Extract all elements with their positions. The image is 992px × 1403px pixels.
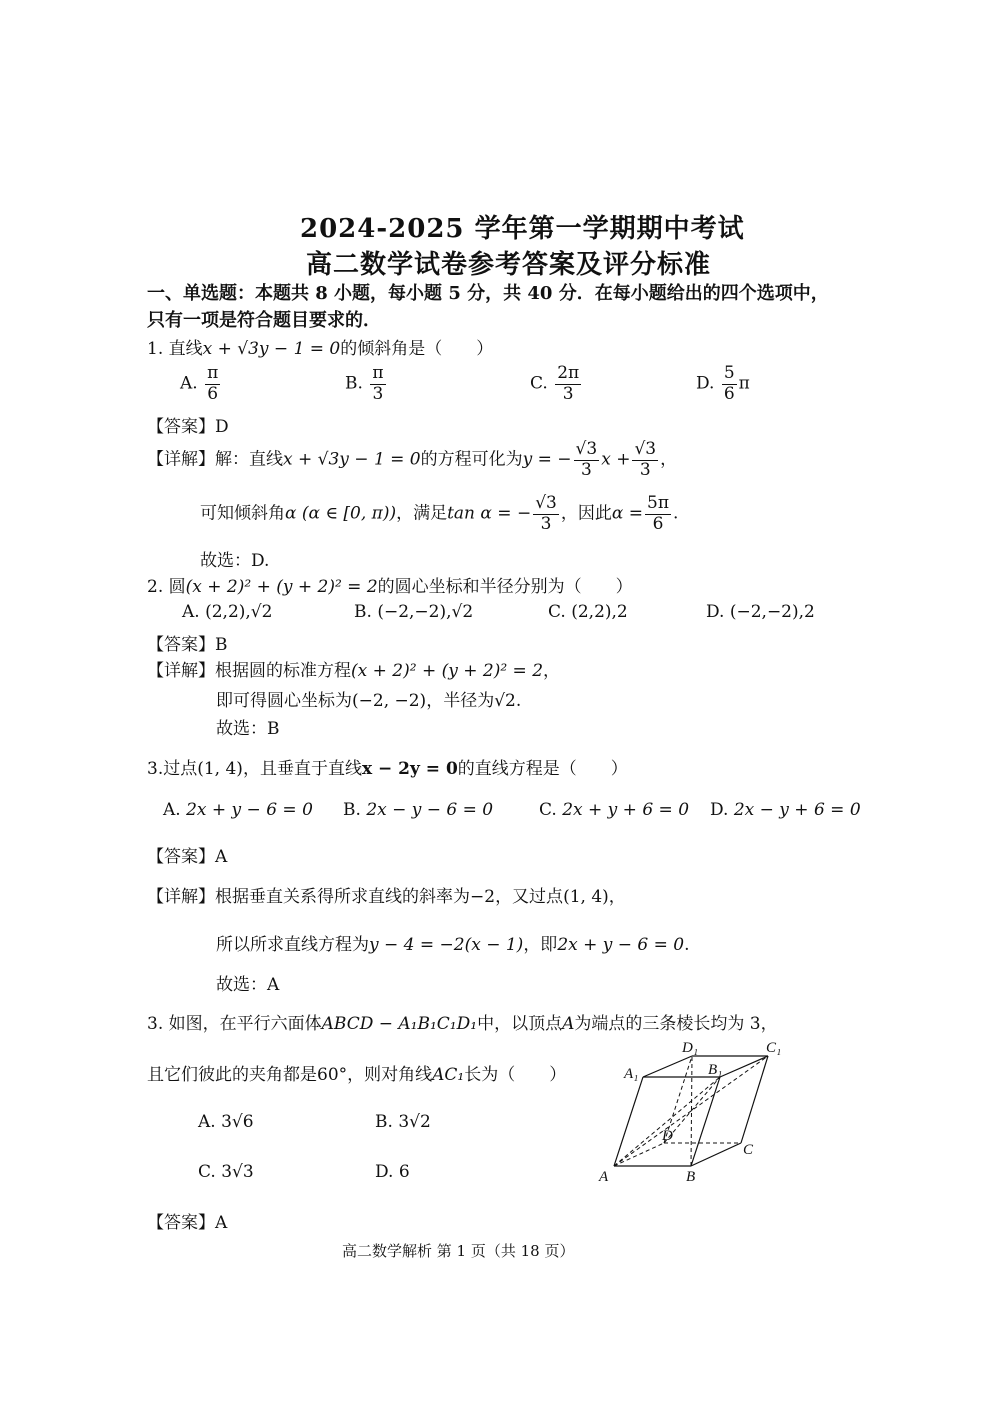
label-b: B bbox=[686, 1169, 696, 1185]
label-b1: B₁ bbox=[708, 1062, 723, 1078]
q1-answer: 【答案】D bbox=[147, 417, 229, 437]
q2-stem: 2. 圆(x + 2)² + (y + 2)² = 2的圆心坐标和半径分别为（ ） bbox=[147, 577, 633, 597]
q3a-option-c: C. 2x + y + 6 = 0 bbox=[539, 800, 690, 820]
q2-option-a: A. (2,2),√2 bbox=[182, 602, 273, 622]
q1-detail-line-1: 【详解】解：直线x + √3y − 1 = 0的方程可化为y = − $\frac{√3}{3}$ x + $\frac{√3}{3}$ ， bbox=[147, 439, 678, 480]
q1-detail-line-2: 可知倾斜角α (α ∈ [0, π))，满足tan α = − $\frac{√3}{3}$ ，因此α = $\frac{5\pi}{6}$ . bbox=[200, 493, 679, 534]
label-c1: C₁ bbox=[766, 1040, 782, 1056]
page-footer: 高二数学解析 第 1 页（共 18 页） bbox=[342, 1242, 575, 1260]
q3b-answer: 【答案】A bbox=[147, 1213, 228, 1233]
section-header-line-2: 只有一项是符合题目要求的． bbox=[147, 310, 381, 331]
title-line-1: 2024-2025 学年第一学期期中考试 bbox=[300, 214, 745, 244]
q2-choose: 故选：B bbox=[216, 719, 280, 739]
q3a-answer: 【答案】A bbox=[147, 847, 228, 867]
q2-option-c: C. (2,2),2 bbox=[548, 602, 628, 622]
q2-answer: 【答案】B bbox=[147, 635, 228, 655]
q3b-option-a: A. 3√6 bbox=[198, 1112, 254, 1132]
q1-option-a: A. $\frac{\pi}{6}$ bbox=[180, 363, 219, 404]
edge-bb1 bbox=[691, 1077, 720, 1166]
q1-option-b: B. $\frac{\pi}{3}$ bbox=[345, 363, 384, 404]
q3b-option-d: D. 6 bbox=[375, 1162, 410, 1182]
edge-cc1 bbox=[741, 1056, 768, 1143]
section-header-line-1: 一、单选题：本题共 8 小题，每小题 5 分，共 40 分．在每小题给出的四个选项中， bbox=[147, 283, 829, 304]
q3a-stem: 3.过点(1, 4)，且垂直于直线x − 2y = 0的直线方程是（ ） bbox=[147, 759, 628, 779]
title-line-2: 高二数学试卷参考答案及评分标准 bbox=[306, 250, 712, 280]
label-a: A bbox=[599, 1169, 609, 1185]
q3a-detail-line-2: 所以所求直线方程为y − 4 = −2(x − 1)，即2x + y − 6 = 0. bbox=[216, 935, 690, 955]
q1-option-c: C. $\frac{2\pi}{3}$ bbox=[530, 363, 580, 404]
q3b-option-b: B. 3√2 bbox=[375, 1112, 431, 1132]
edge-bc bbox=[691, 1143, 741, 1166]
q2-detail-line-1: 【详解】根据圆的标准方程(x + 2)² + (y + 2)² = 2， bbox=[147, 661, 561, 681]
edge-ad-hidden bbox=[614, 1143, 664, 1166]
q2-option-d: D. (−2,−2),2 bbox=[706, 602, 815, 622]
edge-aa1 bbox=[614, 1077, 643, 1166]
q3b-stem-line-2: 且它们彼此的夹角都是60°，则对角线AC₁长为（ ） bbox=[147, 1065, 567, 1085]
q3a-option-b: B. 2x − y − 6 = 0 bbox=[343, 800, 494, 820]
q3a-choose: 故选：A bbox=[216, 975, 280, 995]
edge-b1c1 bbox=[720, 1056, 768, 1077]
q1-choose: 故选：D. bbox=[200, 551, 270, 571]
q2-option-b: B. (−2,−2),√2 bbox=[354, 602, 474, 622]
label-d: D bbox=[662, 1128, 673, 1144]
q3b-option-c: C. 3√3 bbox=[198, 1162, 254, 1182]
q1-option-d: D. $\frac{5}{6}$ π bbox=[696, 363, 750, 404]
q1-stem: 1. 直线x + √3y − 1 = 0的倾斜角是（ ） bbox=[147, 339, 494, 359]
diagonal-ab1 bbox=[614, 1077, 720, 1166]
label-c: C bbox=[743, 1142, 754, 1158]
q3a-detail-line-1: 【详解】根据垂直关系得所求直线的斜率为−2，又过点(1, 4)， bbox=[147, 887, 626, 907]
label-a1: A₁ bbox=[624, 1066, 639, 1082]
q3a-option-d: D. 2x − y + 6 = 0 bbox=[710, 800, 861, 820]
q3b-stem-line-1: 3. 如图，在平行六面体ABCD − A₁B₁C₁D₁中，以顶点A为端点的三条棱长均为 3， bbox=[147, 1014, 778, 1034]
q2-detail-line-2: 即可得圆心坐标为(−2, −2)，半径为√2. bbox=[216, 691, 522, 711]
label-d1: D₁ bbox=[682, 1040, 699, 1056]
q3a-option-a: A. 2x + y − 6 = 0 bbox=[163, 800, 313, 820]
edge-a1d1 bbox=[643, 1056, 692, 1077]
parallelepiped-figure bbox=[596, 1036, 792, 1186]
